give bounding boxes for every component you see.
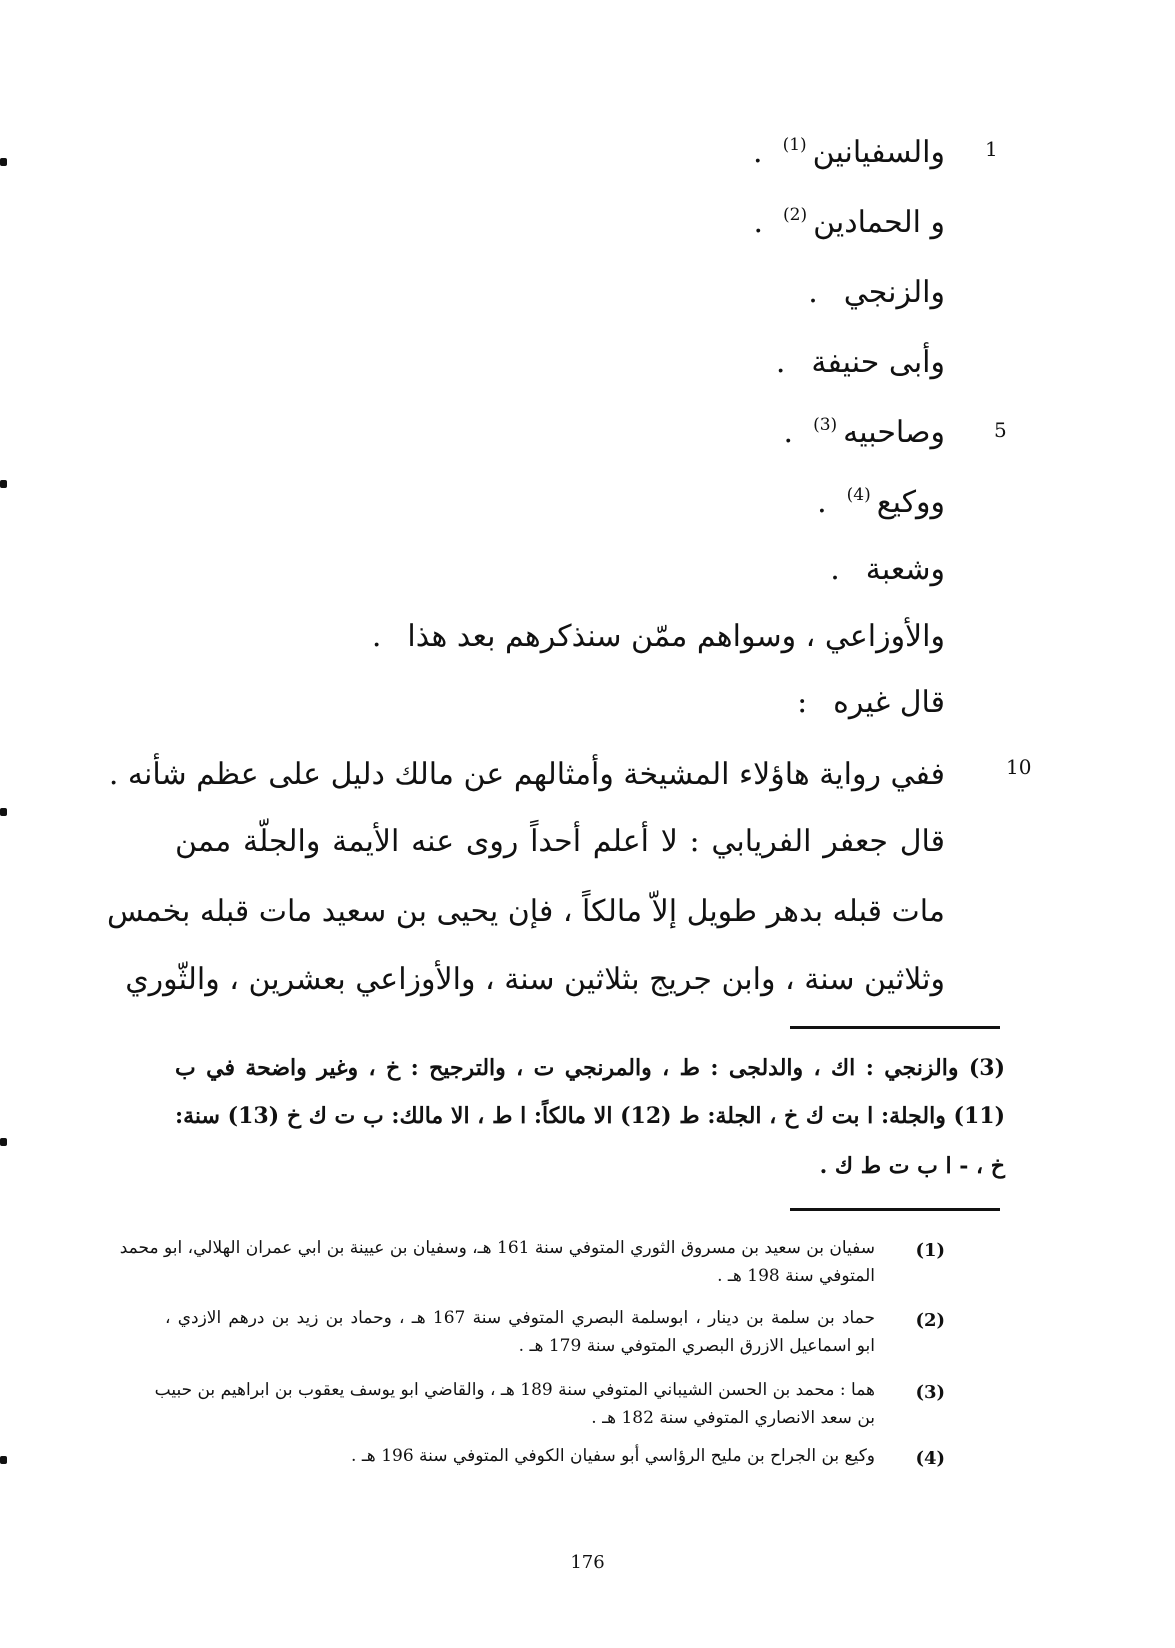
verse-line: والأوزاعي ، وسواهم ممّن سنذكرهم بعد هذا.: [371, 619, 945, 654]
footnote-mark: (4): [915, 1448, 945, 1469]
separator-rule: [790, 1026, 1000, 1029]
edge-mark: [0, 1138, 7, 1146]
prose-line: وثلاثين سنة ، وابن جريج بثلاثين سنة ، والأوزاعي بعشرين ، والثّوري: [125, 962, 945, 997]
verse-line: ووكيع(4).: [817, 485, 945, 520]
prose-line: ففي رواية هاؤلاء المشيخة وأمثالهم عن مالك دليل على عظم شأنه .: [108, 757, 945, 792]
prose-line: قال جعفر الفريابي : لا أعلم أحداً روى عنه الأيمة والجلّة ممن: [175, 824, 945, 859]
footnote-mark: (3): [915, 1382, 945, 1403]
footnote-line: ابو اسماعيل الازرق البصري المتوفي سنة 179 هـ .: [518, 1336, 875, 1356]
edge-mark: [0, 158, 7, 166]
prose-line: مات قبله بدهر طويل إلاّ مالكاً ، فإن يحيى بن سعيد مات قبله بخمس: [107, 894, 945, 929]
footnote-line: المتوفي سنة 198 هـ .: [717, 1266, 875, 1286]
footnote-mark: (2): [915, 1310, 945, 1331]
variant-reading-line: (3) والزنجي : اك ، والدلجى : ط ، والمرنجي ت ، والترجيح : خ ، وغير واضحة في ب: [175, 1055, 1005, 1081]
footnote-mark: (1): [915, 1240, 945, 1261]
footnote-line: هما : محمد بن الحسن الشيباني المتوفي سنة 189 هـ ، والقاضي ابو يوسف يعقوب بن ابراهيم بن حبيب: [154, 1380, 875, 1400]
variant-reading-line: (11) والجلة: ا بت ك خ ، الجلة: ط (12) الا مالكاً: ا ط ، الا مالك: ب ت ك خ (13) سنة:: [175, 1103, 1005, 1129]
verse-line: وصاحبيه(3).: [783, 415, 945, 450]
page-number: 176: [570, 1552, 605, 1573]
edge-mark: [0, 480, 7, 488]
verse-line: وشعبة.: [830, 552, 945, 587]
footnote-line: حماد بن سلمة بن دينار ، ابوسلمة البصري المتوفي سنة 167 هـ ، وحماد بن زيد بن درهم الازدي ،: [165, 1308, 876, 1328]
footnote-ref: (2): [783, 205, 808, 225]
line-number: 1: [985, 137, 998, 161]
footnote-ref: (3): [813, 415, 838, 435]
verse-line: و الحمادين(2).: [753, 205, 945, 240]
verse-line: وأبى حنيفة.: [775, 345, 945, 380]
footnote-ref: (1): [782, 135, 807, 155]
footnote-ref: (4): [846, 485, 871, 505]
variant-reading-line: خ ، - ا ب ت ط ك .: [819, 1153, 1005, 1179]
edge-mark: [0, 808, 7, 816]
verse-line: والزنجي.: [808, 275, 945, 310]
verse-line: قال غيره:: [797, 685, 945, 720]
line-number: 5: [994, 418, 1007, 442]
verse-line: والسفيانين(1).: [753, 135, 945, 170]
footnote-line: سفيان بن سعيد بن مسروق الثوري المتوفي سنة 161 هـ، وسفيان بن عيينة بن ابي عمران الهلالي، ابو محمد: [119, 1238, 875, 1258]
footnote-line: بن سعد الانصاري المتوفي سنة 182 هـ .: [591, 1408, 875, 1428]
line-number: 10: [1006, 755, 1032, 779]
edge-mark: [0, 1456, 7, 1464]
separator-rule: [790, 1208, 1000, 1211]
footnote-line: وكيع بن الجراح بن مليح الرؤاسي أبو سفيان الكوفي المتوفي سنة 196 هـ .: [351, 1446, 875, 1466]
